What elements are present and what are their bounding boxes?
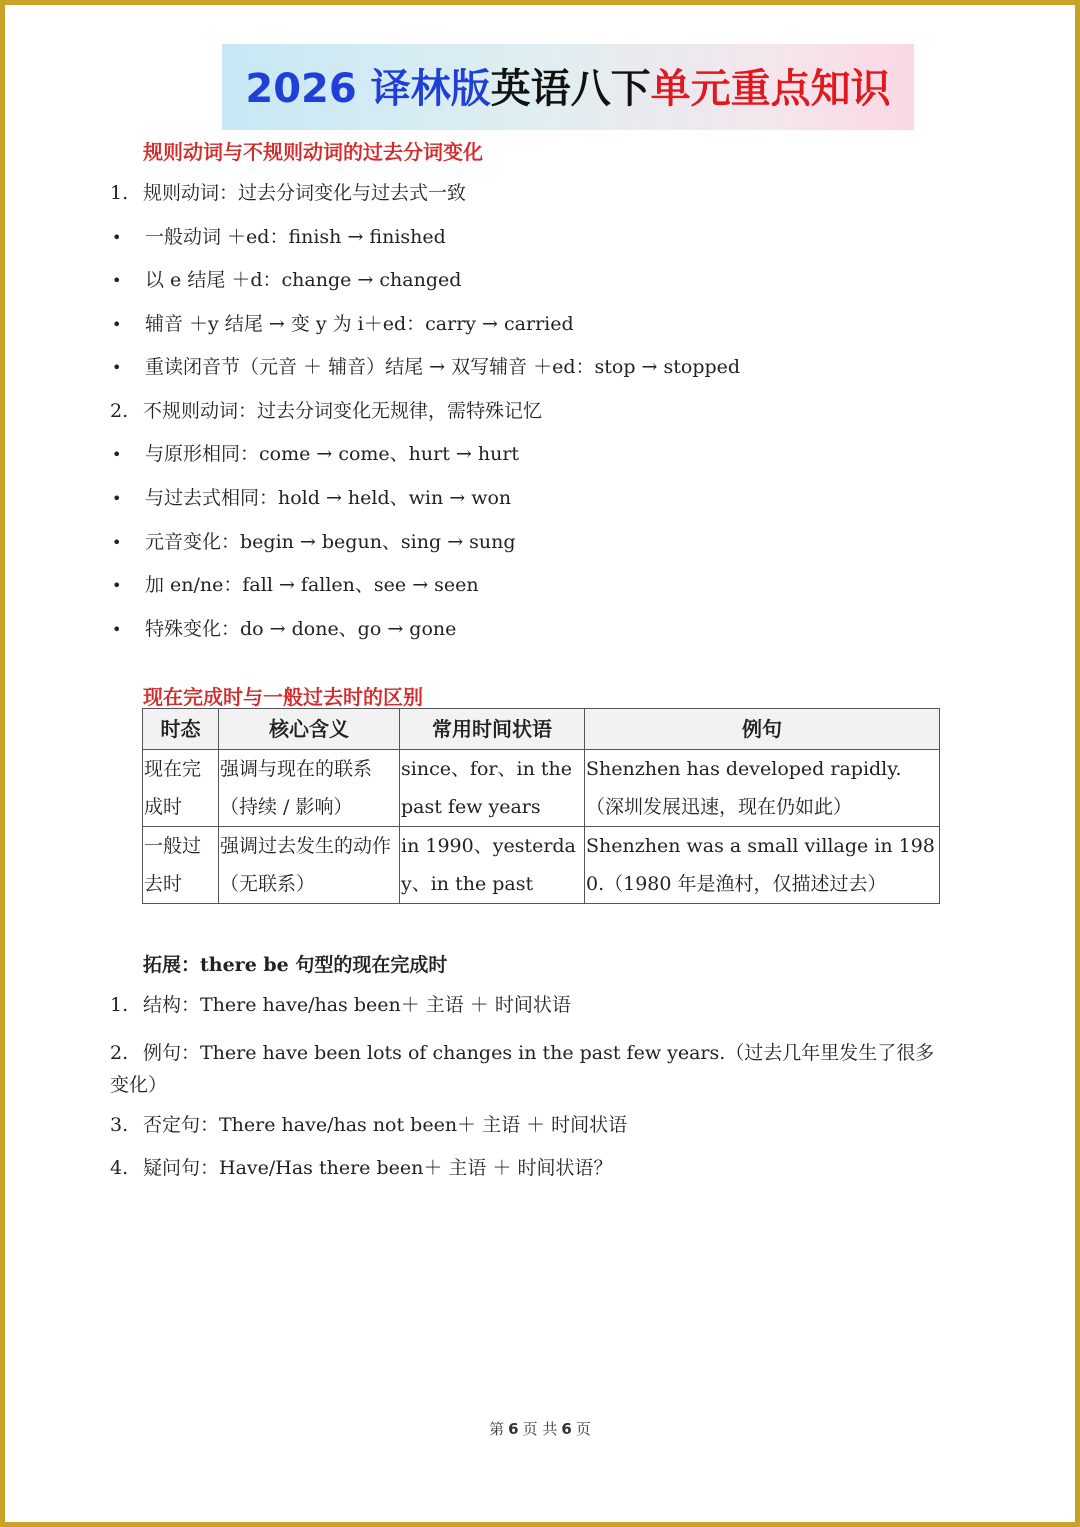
table-cell: Shenzhen was a small village in 1980.（1980 年是渔村，仅描述过去） bbox=[585, 827, 940, 904]
bullet-marker: • bbox=[112, 576, 122, 595]
table-cell: 现在完成时 bbox=[143, 750, 219, 827]
list-item-text: 元音变化：begin → begun、sing → sung bbox=[145, 531, 516, 553]
list-item bbox=[110, 574, 479, 597]
list-item bbox=[110, 356, 740, 379]
list-item bbox=[110, 618, 456, 641]
table-row bbox=[143, 827, 940, 904]
banner-title-part2: 英语八下 bbox=[490, 66, 651, 112]
list-item bbox=[110, 1114, 627, 1136]
table-header-cell: 核心含义 bbox=[219, 709, 400, 750]
list-item-text: 与过去式相同：hold → held、win → won bbox=[145, 487, 512, 509]
list-item-text: 以 e 结尾 ＋d：change → changed bbox=[145, 269, 462, 291]
bullet-marker: • bbox=[112, 620, 122, 639]
list-item-text: 加 en/ne：fall → fallen、see → seen bbox=[145, 574, 479, 596]
section-title-there-be: 拓展：there be 句型的现在完成时 bbox=[143, 954, 448, 976]
list-item-text: 与原形相同：come → come、hurt → hurt bbox=[145, 443, 520, 465]
bullet-marker: • bbox=[112, 315, 122, 334]
table-cell: 强调过去发生的动作（无联系） bbox=[219, 827, 400, 904]
banner-title-part3: 单元重点知识 bbox=[650, 66, 891, 112]
list-item-text: 特殊变化：do → done、go → gone bbox=[145, 618, 457, 640]
footer-text: 第 bbox=[489, 1420, 505, 1438]
list-item-text: 辅音 ＋y 结尾 → 变 y 为 i＋ed：carry → carried bbox=[145, 313, 574, 335]
table-cell: since、for、in the past few years bbox=[400, 750, 585, 827]
list-item bbox=[110, 1157, 612, 1179]
page-number: 6 bbox=[508, 1420, 519, 1438]
page-footer bbox=[0, 1418, 1080, 1439]
list-item bbox=[110, 487, 511, 510]
list-marker: 1. bbox=[110, 182, 129, 204]
list-item bbox=[110, 182, 466, 204]
bullet-marker: • bbox=[112, 489, 122, 508]
bullet-marker: • bbox=[112, 228, 122, 247]
list-item-text: 重读闭音节（元音 ＋ 辅音）结尾 → 双写辅音 ＋ed：stop → stopped bbox=[145, 356, 741, 378]
page-total: 6 bbox=[561, 1420, 572, 1438]
list-marker: 2. bbox=[110, 400, 129, 422]
bullet-marker: • bbox=[112, 358, 122, 377]
section-title-tense-comparison: 现在完成时与一般过去时的区别 bbox=[143, 685, 423, 709]
list-item bbox=[110, 1037, 950, 1101]
list-item-text: 否定句：There have/has not been＋ 主语 ＋ 时间状语 bbox=[143, 1114, 628, 1136]
list-marker: 4. bbox=[110, 1157, 129, 1179]
list-item-text: 疑问句：Have/Has there been＋ 主语 ＋ 时间状语？ bbox=[143, 1157, 613, 1179]
list-marker: 3. bbox=[110, 1114, 129, 1136]
list-item-text: 结构：There have/has been＋ 主语 ＋ 时间状语 bbox=[143, 994, 571, 1016]
section-title-past-participle: 规则动词与不规则动词的过去分词变化 bbox=[143, 140, 483, 164]
list-item bbox=[110, 313, 574, 336]
list-item-text: 不规则动词：过去分词变化无规律，需特殊记忆 bbox=[143, 400, 543, 422]
table-header-cell: 时态 bbox=[143, 709, 219, 750]
list-item bbox=[110, 269, 461, 292]
table-row bbox=[143, 750, 940, 827]
footer-text: 页 bbox=[575, 1420, 591, 1438]
table-cell: 强调与现在的联系（持续 / 影响） bbox=[219, 750, 400, 827]
list-item bbox=[110, 531, 516, 554]
list-marker: 1. bbox=[110, 994, 129, 1016]
table-cell: in 1990、yesterday、in the past bbox=[400, 827, 585, 904]
title-banner bbox=[222, 44, 914, 130]
list-item bbox=[110, 443, 519, 466]
bullet-marker: • bbox=[112, 271, 122, 290]
bullet-marker: • bbox=[112, 533, 122, 552]
tense-comparison-table bbox=[142, 708, 940, 904]
list-item-text: 例句：There have been lots of changes in the past few years.（过去几年里发生了很多变化） bbox=[110, 1042, 935, 1096]
table-header-cell: 常用时间状语 bbox=[400, 709, 585, 750]
list-item bbox=[110, 226, 446, 249]
list-item bbox=[110, 400, 542, 422]
list-marker: 2. bbox=[110, 1042, 129, 1064]
list-item bbox=[110, 994, 571, 1016]
list-item-text: 一般动词 ＋ed：finish → finished bbox=[145, 226, 446, 248]
list-item-text: 规则动词：过去分词变化与过去式一致 bbox=[143, 182, 467, 204]
banner-title-part1: 2026 译林版 bbox=[245, 66, 491, 112]
table-header-row bbox=[143, 709, 940, 750]
table-header-cell: 例句 bbox=[585, 709, 940, 750]
footer-text: 页 共 bbox=[522, 1420, 558, 1438]
table-cell: 一般过去时 bbox=[143, 827, 219, 904]
bullet-marker: • bbox=[112, 445, 122, 464]
table-cell: Shenzhen has developed rapidly.（深圳发展迅速，现在仍如此） bbox=[585, 750, 940, 827]
